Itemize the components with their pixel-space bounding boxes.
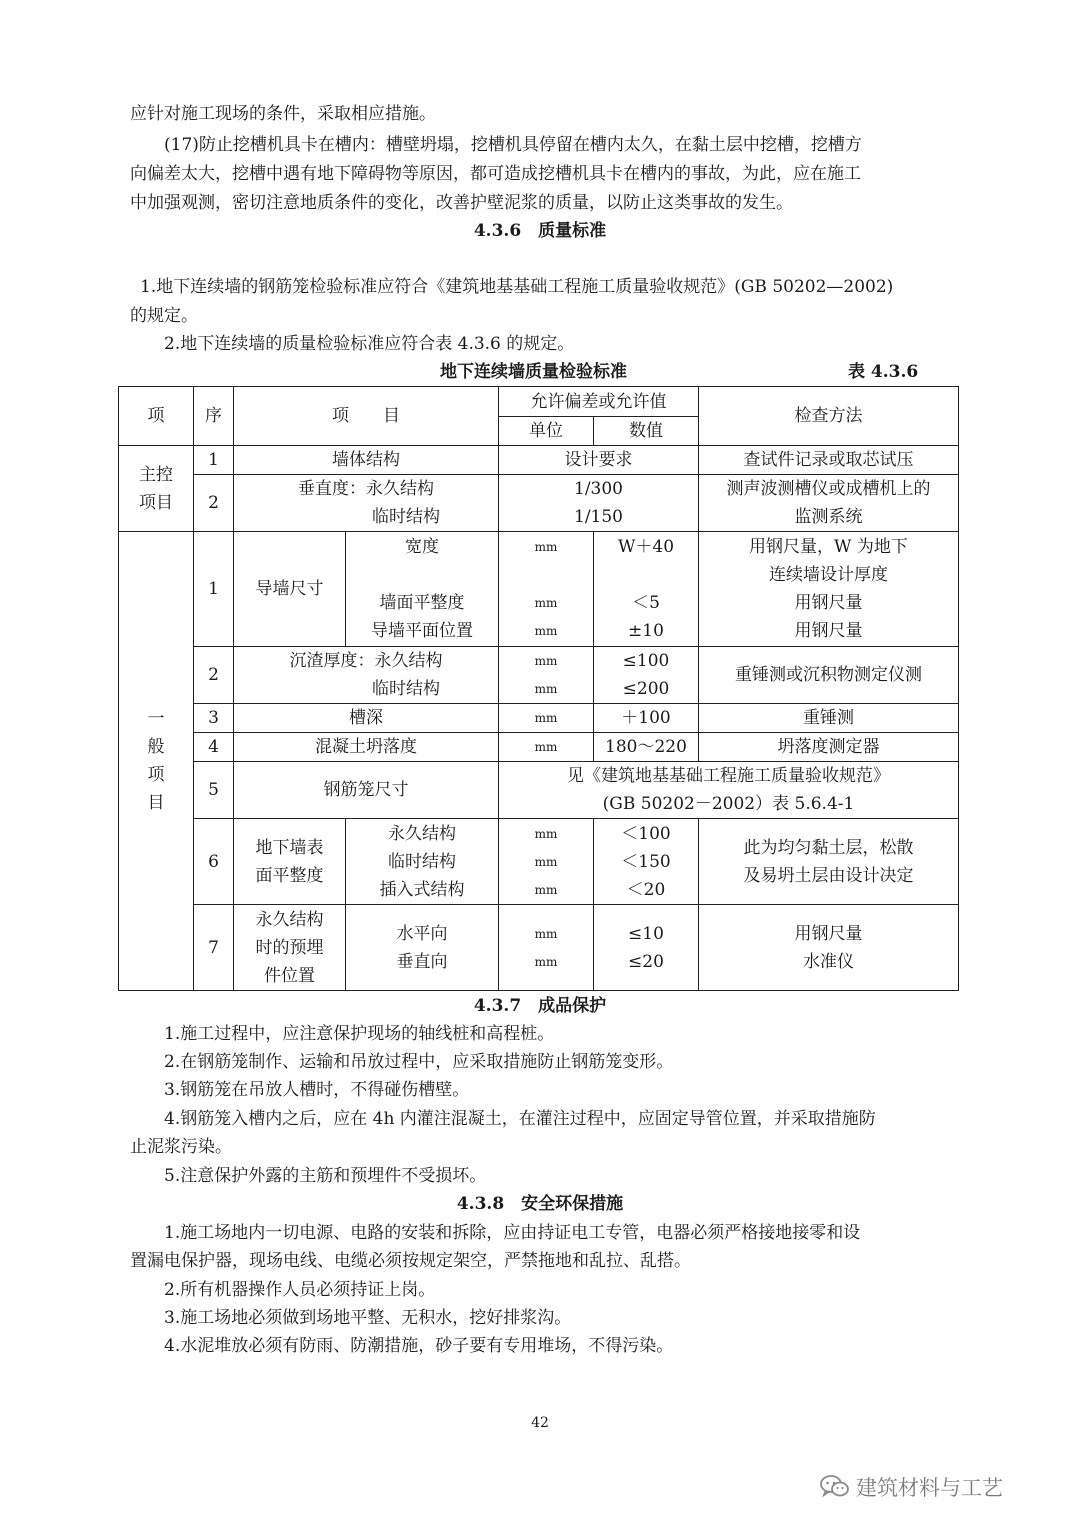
seq-cell: 7 [194, 905, 234, 991]
header-value: 数值 [594, 417, 699, 446]
reference-line: (GB 50202－2002）表 5.6.4-1 [602, 794, 855, 814]
value-cell [499, 475, 699, 532]
header-allowance: 允许偏差或允许值 [499, 387, 699, 417]
wechat-icon [820, 1474, 850, 1500]
sub-item-cell [346, 532, 499, 647]
watermark [820, 1472, 1003, 1502]
value-line: ≤10 [628, 923, 664, 944]
sub-name-cell [234, 905, 346, 991]
value-line: ＜150 [621, 851, 671, 872]
value-line: ＜5 [632, 593, 660, 613]
method-cell: 重锤测 [699, 704, 959, 733]
method-cell [699, 532, 959, 647]
s437-para5: 5.注意保护外露的主筋和预埋件不受损坏。 [164, 1166, 487, 1186]
reference-cell [499, 762, 959, 819]
sub-name-line: 件位置 [264, 965, 315, 986]
watermark-text: 建筑材料与工艺 [856, 1476, 1003, 1500]
sub-item-line: 永久结构 [388, 823, 456, 844]
header-method: 检查方法 [699, 387, 959, 446]
method-line: 用钢尺量 [794, 923, 863, 944]
sub-item-cell [346, 819, 499, 905]
table-title: 地下连续墙质量检验标准 [440, 362, 627, 382]
unit-cell [499, 532, 594, 647]
value-line: ±10 [628, 621, 664, 641]
page-number: 42 [531, 1415, 549, 1431]
unit-line: mm [534, 882, 558, 897]
method-cell: 坍落度测定器 [699, 733, 959, 762]
s438-para1-line2: 置漏电保护器，现场电线、电缆必须按规定架空，严禁拖地和乱拉、乱搭。 [130, 1251, 691, 1271]
section-heading-438: 4.3.8 安全环保措施 [456, 1194, 624, 1214]
seq-cell: 1 [194, 446, 234, 475]
unit-cell: mm [499, 733, 594, 762]
seq-cell: 2 [194, 475, 234, 532]
seq-cell: 4 [194, 733, 234, 762]
item-cell: 钢筋笼尺寸 [234, 762, 499, 819]
s437-para3: 3.钢筋笼在吊放人槽时，不得碰伤槽壁。 [164, 1080, 470, 1100]
header-seq: 序 [194, 387, 234, 446]
s437-para4-line2: 止泥浆污染。 [130, 1137, 232, 1157]
unit-line: mm [534, 926, 558, 941]
method-cell [699, 905, 959, 991]
value-line: ＜100 [621, 823, 671, 844]
sub-item-line: 导墙平面位置 [371, 621, 473, 641]
section-heading-437: 4.3.7 成品保护 [473, 996, 607, 1016]
sub-item-line: 插入式结构 [379, 879, 465, 900]
s438-para4: 4.水泥堆放必须有防雨、防潮措施，砂子要有专用堆场，不得污染。 [164, 1336, 674, 1356]
header-project: 项 目 [234, 387, 499, 446]
item-cell: 槽深 [234, 704, 499, 733]
quality-table [118, 386, 959, 991]
value-line: 1/150 [574, 507, 623, 527]
sub-name-line: 永久结构 [255, 909, 324, 930]
method-line: 用钢尺量，W 为地下 [749, 537, 908, 557]
s438-para1-line1: 1.施工场地内一切电源、电路的安装和拆除，应由持证电工专管，电器必须严格接地接零和设 [164, 1223, 861, 1243]
s436-para2: 2.地下连续墙的质量检验标准应符合表 4.3.6 的规定。 [164, 334, 575, 354]
item-cell: 混凝土坍落度 [234, 733, 499, 762]
sub-item-line: 垂直向 [396, 951, 448, 972]
seq-cell: 6 [194, 819, 234, 905]
group-main-control: 主控 项目 [119, 446, 194, 532]
item-line: 沉渣厚度：永久结构 [289, 651, 443, 671]
para-17-line1: (17)防止挖槽机具卡在槽内：槽壁坍塌，挖槽机具停留在槽内太久，在黏土层中挖槽，挖槽方 [164, 135, 862, 155]
method-line: 用钢尺量 [794, 621, 863, 641]
s438-para3: 3.施工场地必须做到场地平整、无积水，挖好排浆沟。 [164, 1308, 572, 1328]
sub-item-line: 宽度 [405, 537, 439, 557]
para-17-line3: 中加强观测，密切注意地质条件的变化，改善护壁泥浆的质量，以防止这类事故的发生。 [130, 193, 793, 213]
value-cell [594, 532, 699, 647]
value-cell: ＋100 [594, 704, 699, 733]
value-line: ＜20 [626, 879, 666, 900]
seq-cell: 5 [194, 762, 234, 819]
sub-item-line: 临时结构 [388, 851, 456, 872]
unit-cell [499, 819, 594, 905]
value-line: ≤20 [628, 951, 664, 972]
method-cell [699, 475, 959, 532]
sub-item-line: 墙面平整度 [379, 593, 465, 613]
unit-cell [499, 647, 594, 704]
s438-para2: 2.所有机器操作人员必须持证上岗。 [164, 1280, 436, 1300]
s437-para1: 1.施工过程中，应注意保护现场的轴线桩和高程桩。 [164, 1024, 555, 1044]
unit-line: mm [534, 682, 558, 696]
seq-cell: 2 [194, 647, 234, 704]
seq-cell: 3 [194, 704, 234, 733]
method-line: 连续墙设计厚度 [769, 565, 888, 585]
group-general: 一 般 项 目 [119, 532, 194, 991]
value-cell [594, 819, 699, 905]
unit-line: mm [534, 596, 558, 610]
value-line: ≤100 [622, 651, 670, 671]
unit-line: mm [534, 854, 558, 869]
method-line: 用钢尺量 [794, 593, 863, 613]
item-cell [234, 475, 499, 532]
unit-line: mm [534, 826, 558, 841]
intro-line: 应针对施工现场的条件，采取相应措施。 [130, 104, 436, 124]
method-line: 此为均匀黏土层，松散 [743, 837, 914, 858]
para-17-line2: 向偏差太大，挖槽中遇有地下障碍物等原因，都可造成挖槽机具卡在槽内的事故，为此，应在施工 [130, 164, 861, 184]
value-line: W＋40 [617, 537, 675, 557]
method-cell [699, 819, 959, 905]
sub-name-cell: 导墙尺寸 [234, 532, 346, 647]
unit-line: mm [534, 540, 558, 554]
value-cell [594, 905, 699, 991]
method-line: 水准仪 [803, 951, 854, 972]
sub-name-cell [234, 819, 346, 905]
item-line: 临时结构 [372, 507, 440, 527]
sub-name-line: 地下墙表 [255, 837, 324, 858]
s436-para1-line1: 1.地下连续墙的钢筋笼检验标准应符合《建筑地基基础工程施工质量验收规范》(GB 50202—2002) [140, 277, 894, 297]
unit-cell: mm [499, 704, 594, 733]
table-number: 表 4.3.6 [848, 362, 919, 382]
unit-line: mm [534, 654, 558, 668]
unit-line: mm [534, 954, 558, 969]
reference-line: 见《建筑地基基础工程施工质量验收规范》 [567, 766, 890, 786]
item-cell [234, 647, 499, 704]
method-line: 测声波测槽仪或成槽机上的 [726, 479, 931, 499]
item-line: 垂直度：永久结构 [298, 479, 434, 499]
s437-para2: 2.在钢筋笼制作、运输和吊放过程中，应采取措施防止钢筋笼变形。 [164, 1052, 674, 1072]
requirement-cell: 设计要求 [499, 446, 699, 475]
section-heading-436: 4.3.6 质量标准 [473, 221, 607, 241]
item-cell: 墙体结构 [234, 446, 499, 475]
method-line: 及易坍土层由设计决定 [743, 865, 914, 886]
method-cell: 查试件记录或取芯试压 [699, 446, 959, 475]
sub-name-line: 面平整度 [255, 865, 324, 886]
seq-cell: 1 [194, 532, 234, 647]
value-cell [594, 647, 699, 704]
sub-name-line: 时的预埋 [255, 937, 324, 958]
value-cell: 180～220 [594, 733, 699, 762]
value-line: 1/300 [574, 479, 623, 499]
sub-item-cell [346, 905, 499, 991]
value-line: ≤200 [622, 679, 670, 699]
header-item: 项 [119, 387, 194, 446]
unit-line: mm [534, 624, 558, 638]
s437-para4-line1: 4.钢筋笼入槽内之后，应在 4h 内灌注混凝土，在灌注过程中，应固定导管位置，并采取措施防 [164, 1109, 876, 1129]
method-line: 监测系统 [794, 507, 863, 527]
s436-para1-line2: 的规定。 [130, 306, 198, 326]
item-line: 临时结构 [372, 679, 440, 699]
header-unit: 单位 [499, 417, 594, 446]
sub-item-line: 水平向 [396, 923, 448, 944]
method-cell: 重锤测或沉积物测定仪测 [699, 647, 959, 704]
unit-cell [499, 905, 594, 991]
